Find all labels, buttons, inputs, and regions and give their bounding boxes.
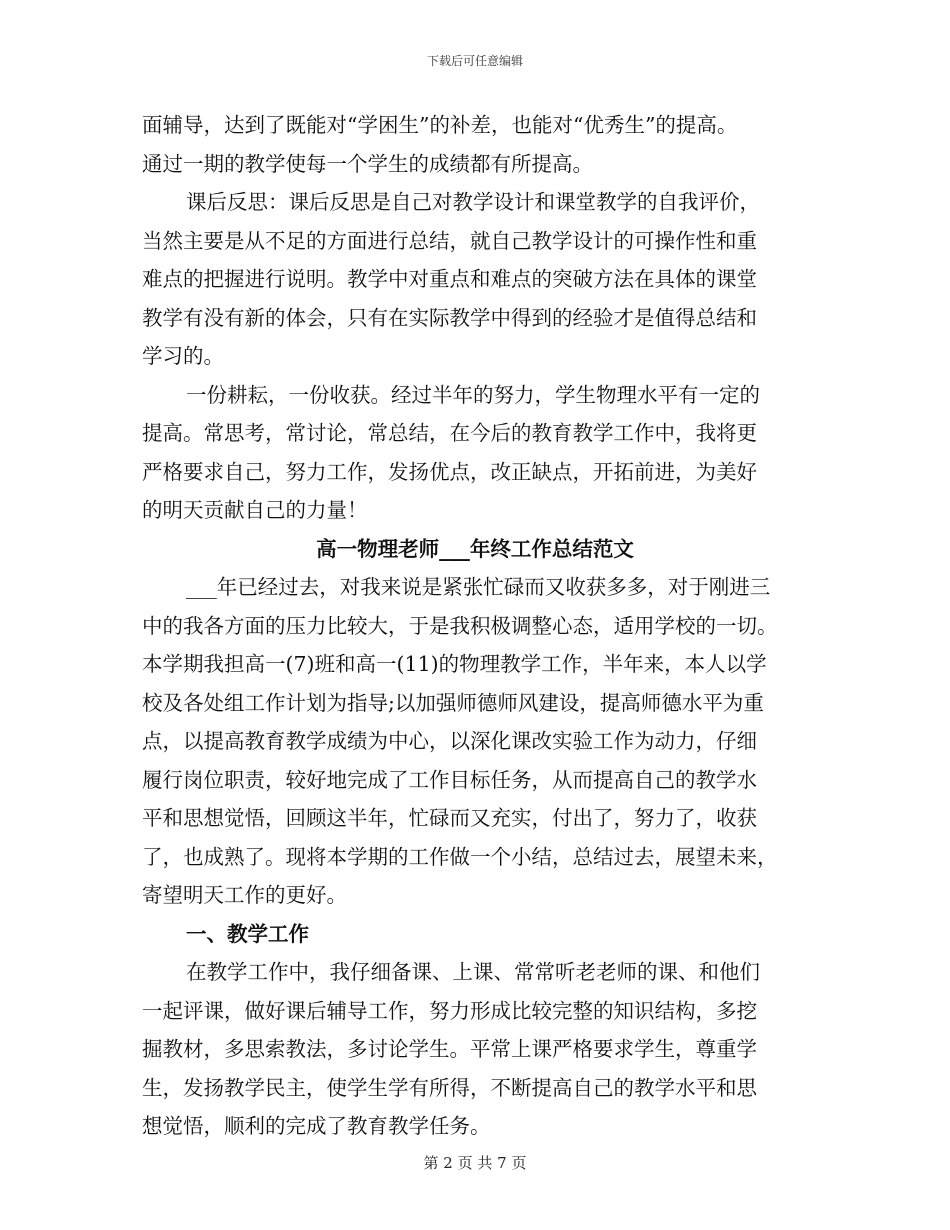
paragraph-line: 严格要求自己，努力工作，发扬优点，改正缺点，开拓前进，为美好	[142, 459, 757, 484]
paragraph-line: 寄望明天工作的更好。	[142, 883, 347, 907]
paragraph-line: 想觉悟，顺利的完成了教育教学任务。	[142, 1114, 491, 1138]
paragraph-line: 生，发扬教学民主，使学生学有所得，不断提高自己的教学水平和思	[142, 1075, 757, 1100]
paragraph-line: 提高。常思考，常讨论，常总结，在今后的教育教学工作中，我将更	[142, 421, 757, 445]
paragraph-line: 中的我各方面的压力比较大，于是我积极调整心态，适用学校的一切。	[142, 613, 778, 638]
paragraph-line: 一起评课，做好课后辅导工作，努力形成比较完整的知识结构，多挖	[142, 998, 757, 1023]
paragraph-line: 教学有没有新的体会，只有在实际教学中得到的经验才是值得总结和	[142, 305, 757, 330]
paragraph-line: 平和思想觉悟，回顾这半年，忙碌而又充实，付出了，努力了，收获	[142, 806, 757, 830]
paragraph-line: 的明天贡献自己的力量！	[142, 498, 368, 522]
paragraph-line: 履行岗位职责，较好地完成了工作目标任务，从而提高自己的教学水	[142, 767, 757, 792]
paragraph-line: 难点的把握进行说明。教学中对重点和难点的突破方法在具体的课堂	[142, 267, 757, 291]
document-body	[142, 106, 808, 1146]
paragraph-line: 了，也成熟了。现将本学期的工作做一个小结，总结过去，展望未来，	[142, 844, 778, 869]
paragraph-line: 本学期我担高一(7)班和高一(11)的物理教学工作，半年来，本人以学	[142, 652, 767, 676]
paragraph-line: 学习的。	[142, 344, 224, 368]
section-heading: 一、教学工作	[186, 921, 309, 946]
paragraph-line: 当然主要是从不足的方面进行总结，就自己教学设计的可操作性和重	[142, 228, 757, 253]
paragraph-line: ___年已经过去，对我来说是紧张忙碌而又收获多多，对于刚进三	[186, 575, 771, 599]
paragraph-line: 校及各处组工作计划为指导;以加强师德师风建设，提高师德水平为重	[142, 690, 764, 715]
document-title: 高一物理老师___年终工作总结范文	[316, 536, 634, 561]
page-header-note: 下载后可任意编辑	[426, 54, 523, 68]
page-number-footer: 第 2 页 共 7 页	[423, 1154, 527, 1172]
paragraph-line: 掘教材，多思索教法，多讨论学生。平常上课严格要求学生，尊重学	[142, 1037, 757, 1061]
paragraph-line: 通过一期的教学使每一个学生的成绩都有所提高。	[142, 151, 593, 176]
paragraph-line: 课后反思：课后反思是自己对教学设计和课堂教学的自我评价，	[186, 190, 760, 214]
paragraph-line: 在教学工作中，我仔细备课、上课、常常听老老师的课、和他们	[186, 960, 760, 984]
paragraph-line: 一份耕耘，一份收获。经过半年的努力，学生物理水平有一定的	[186, 382, 760, 407]
paragraph-line: 面辅导，达到了既能对“学困生”的补差，也能对“优秀生”的提高。	[142, 113, 738, 137]
paragraph-line: 点，以提高教育教学成绩为中心，以深化课改实验工作为动力，仔细	[142, 729, 757, 753]
